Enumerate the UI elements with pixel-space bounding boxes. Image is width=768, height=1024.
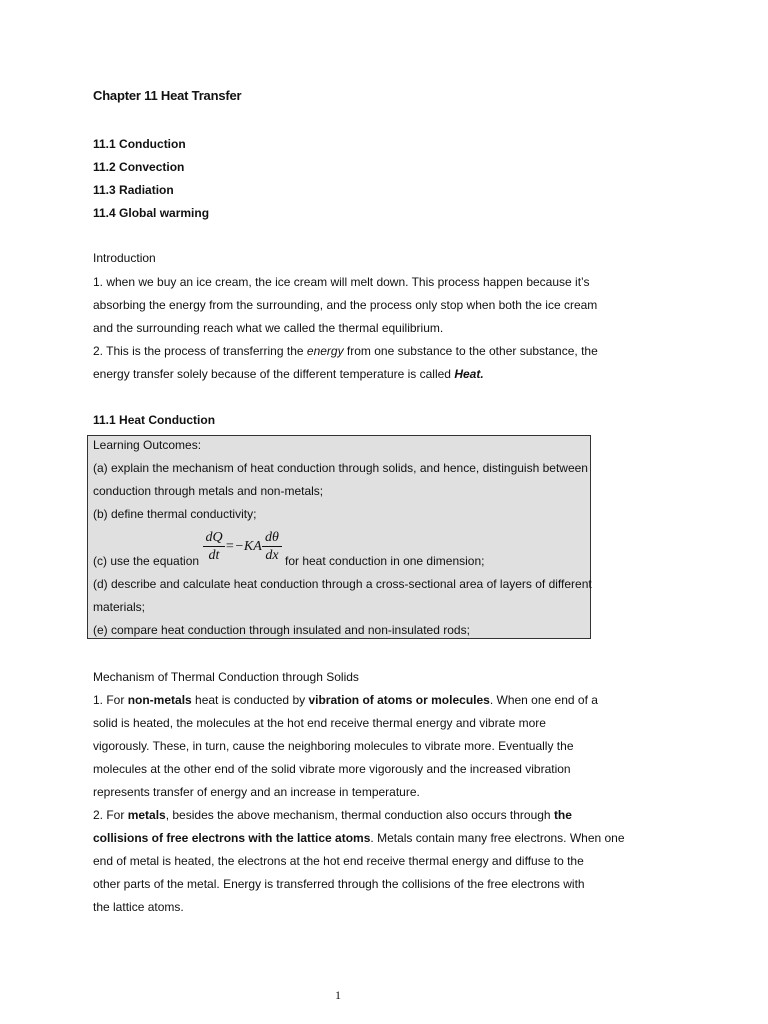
outcome-line: (e) compare heat conduction through insulated and non-insulated rods; (93, 623, 470, 637)
outcome-line: (d) describe and calculate heat conduction through a cross-sectional area of layers of different (93, 577, 592, 591)
bold-term: metals (127, 808, 166, 822)
mechanism-paragraph-line: other parts of the metal. Energy is transferred through the collisions of the free electrons with (93, 877, 585, 891)
intro-paragraph-line: absorbing the energy from the surrounding, and the process only stop when both the ice cream (93, 298, 598, 312)
outcome-line: materials; (93, 600, 146, 614)
equation-denominator: dt (208, 548, 220, 563)
toc-item: 11.3 Radiation (93, 183, 174, 197)
text-run: 1. For (93, 693, 128, 707)
mechanism-paragraph-line (93, 807, 572, 823)
toc-item: 11.4 Global warming (93, 206, 210, 220)
intro-paragraph-line: 1. when we buy an ice cream, the ice cream will melt down. This process happen because it’s (93, 275, 590, 289)
intro-heading: Introduction (93, 251, 156, 265)
intro-paragraph-line (93, 343, 598, 359)
equation-denominator: dx (265, 548, 279, 563)
mechanism-paragraph-line: end of metal is heated, the electrons at the hot end receive thermal energy and diffuse to the (93, 854, 584, 868)
intro-paragraph-line (93, 366, 484, 382)
outcomes-title: Learning Outcomes: (93, 438, 202, 452)
emphasis-heat: Heat. (454, 367, 484, 381)
text-run: . Metals contain many free electrons. When one (370, 831, 625, 845)
mechanism-paragraph-line (93, 692, 598, 708)
mechanism-paragraph-line: the lattice atoms. (93, 900, 184, 914)
toc-item: 11.2 Convection (93, 160, 185, 174)
mechanism-paragraph-line: vigorously. These, in turn, cause the neighboring molecules to vibrate more. Eventually the (93, 739, 574, 753)
mechanism-heading: Mechanism of Thermal Conduction through Solids (93, 670, 359, 684)
outcome-line: (a) explain the mechanism of heat conduction through solids, and hence, distinguish between (93, 461, 588, 475)
chapter-title: Chapter 11 Heat Transfer (93, 88, 242, 103)
equation-fraction-dtheta-dx (262, 530, 282, 563)
toc-item: 11.1 Conduction (93, 137, 186, 151)
text-run: 2. For (93, 808, 128, 822)
mechanism-paragraph-line: molecules at the other end of the solid vibrate more vigorously and the increased vibration (93, 762, 571, 776)
text-run: . When one end of a (489, 693, 598, 707)
text-run: , besides the above mechanism, thermal conduction also occurs through (165, 808, 554, 822)
equation-operator: =−KA (225, 539, 262, 554)
equation-numerator: dθ (265, 530, 279, 545)
bold-term: collisions of free electrons with the lattice atoms (93, 831, 371, 845)
intro-paragraph-line: and the surrounding reach what we called the thermal equilibrium. (93, 321, 444, 335)
outcome-line: (c) use the equation (93, 554, 200, 568)
bold-term: non-metals (127, 693, 192, 707)
outcome-line: conduction through metals and non-metals; (93, 484, 324, 498)
mechanism-paragraph-line: solid is heated, the molecules at the hot end receive thermal energy and vibrate more (93, 716, 546, 730)
emphasis-energy: energy (306, 344, 344, 358)
text-run: energy transfer solely because of the different temperature is called (93, 367, 455, 381)
bold-term: the (553, 808, 572, 822)
outcome-line: for heat conduction in one dimension; (285, 554, 485, 568)
equation-numerator: dQ (205, 530, 223, 545)
mechanism-paragraph-line (93, 830, 625, 846)
text-run: heat is conducted by (191, 693, 309, 707)
equation-fraction-dq-dt (203, 530, 225, 563)
section-heading: 11.1 Heat Conduction (93, 413, 216, 427)
outcome-line: (b) define thermal conductivity; (93, 507, 257, 521)
bold-term: vibration of atoms or molecules (308, 693, 490, 707)
mechanism-paragraph-line: represents transfer of energy and an increase in temperature. (93, 785, 420, 799)
text-run: from one substance to the other substance, the (343, 344, 598, 358)
page-number: 1 (335, 988, 341, 1002)
learning-outcomes-box (87, 435, 591, 639)
text-run: 2. This is the process of transferring the (93, 344, 307, 358)
